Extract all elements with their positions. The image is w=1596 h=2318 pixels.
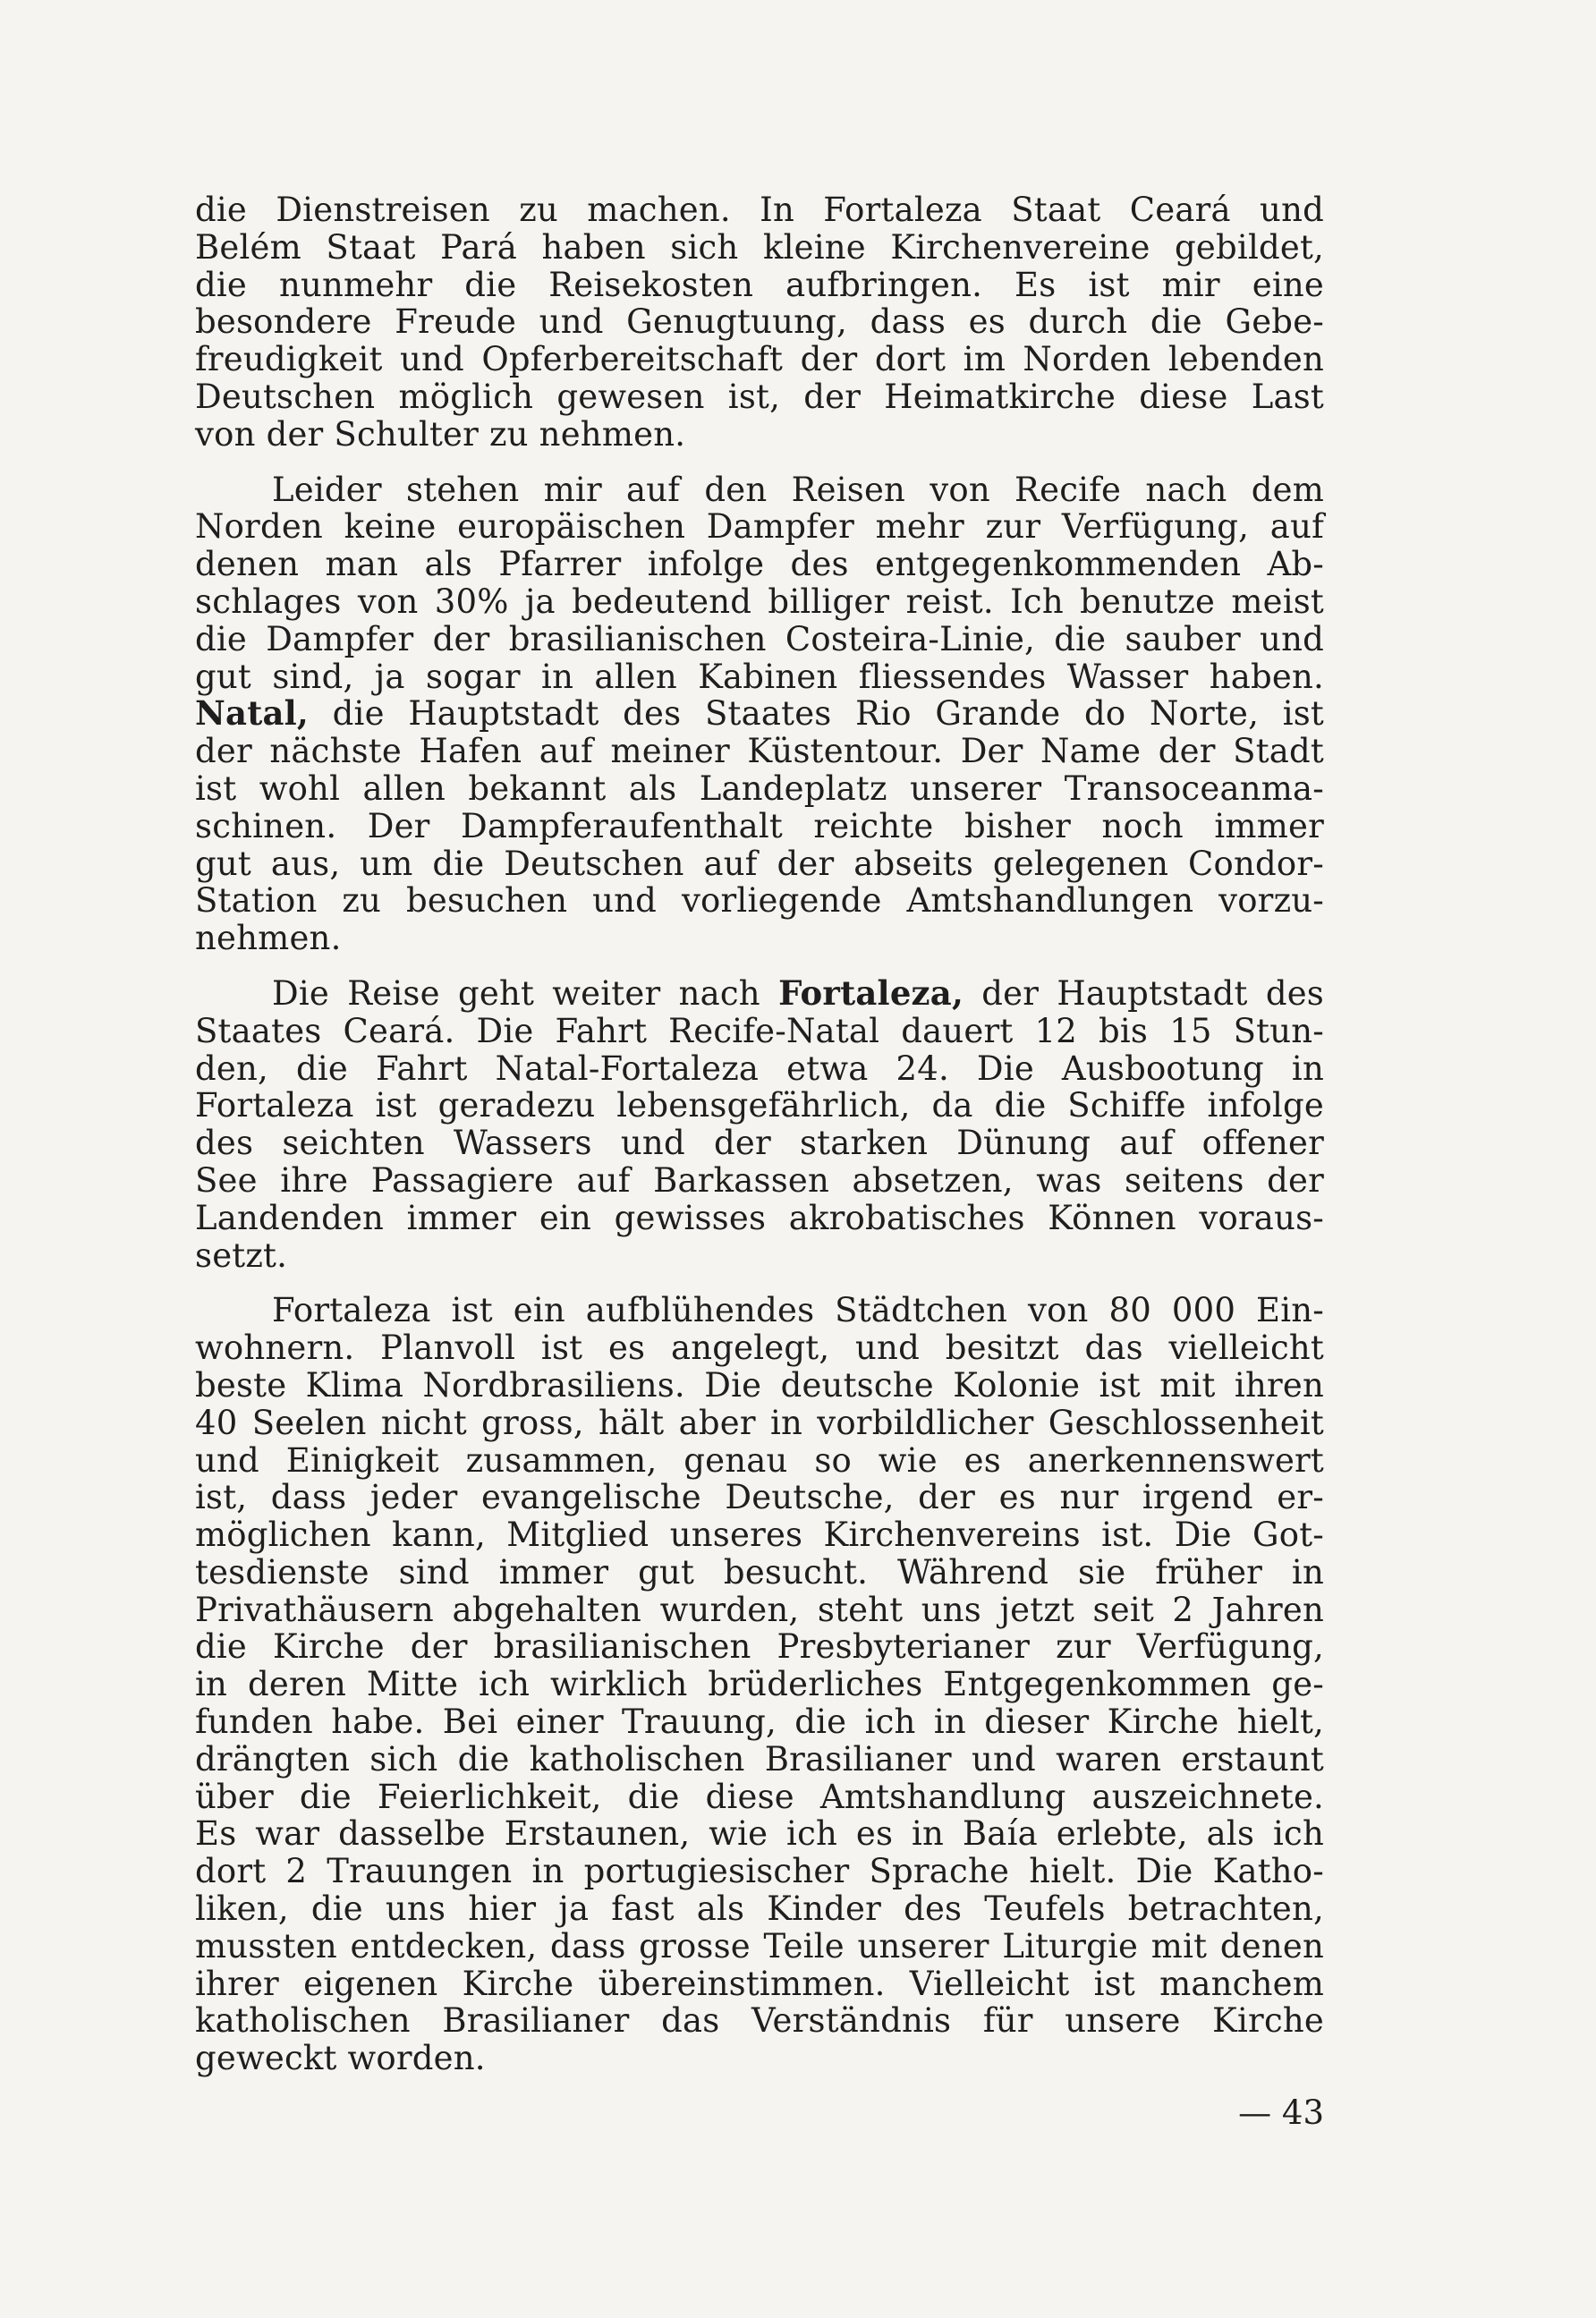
text-line: denen man als Pfarrer infolge des entgegenkommenden Ab- [195, 545, 1324, 584]
text-line: die Kirche der brasilianischen Presbyterianer zur Verfügung, [195, 1627, 1324, 1667]
text-line: gut aus, um die Deutschen auf der abseits gelegenen Condor- [195, 844, 1324, 883]
text-line: von der Schulter zu nehmen. [195, 414, 686, 454]
text-line: Natal, die Hauptstadt des Staates Rio Grande do Norte, ist [195, 693, 1324, 734]
paragraph [195, 191, 1324, 454]
paragraph [195, 471, 1324, 957]
text-line: funden habe. Bei einer Trauung, die ich in dieser Kirche hielt, [195, 1702, 1324, 1742]
text-line: besondere Freude und Genugtuung, dass es durch die Gebe- [195, 302, 1324, 342]
text-line: Deutschen möglich gewesen ist, der Heimatkirche diese Last [195, 377, 1324, 416]
paragraph [195, 1292, 1324, 2077]
text-line: Fortaleza ist geradezu lebensgefährlich, da die Schiffe infolge [195, 1086, 1324, 1125]
text-line: drängten sich die katholischen Brasilianer und waren erstaunt [195, 1739, 1324, 1779]
text-line: Landenden immer ein gewisses akrobatisches Können voraus- [195, 1198, 1324, 1237]
text-line: wohnern. Planvoll ist es angelegt, und besitzt das vielleicht [195, 1329, 1324, 1368]
text-line: die Dienstreisen zu machen. In Fortaleza Staat Ceará und [195, 191, 1324, 229]
text-line: nehmen. [195, 919, 342, 958]
text-line: in deren Mitte ich wirklich brüderliches Entgegenkommen ge- [195, 1665, 1324, 1704]
text-line: freudigkeit und Opferbereitschaft der dort im Norden lebenden [195, 340, 1324, 379]
text-line: Norden keine europäischen Dampfer mehr zur Verfügung, auf [195, 507, 1324, 547]
text-line: Es war dasselbe Erstaunen, wie ich es in Baía erlebte, als ich [195, 1814, 1324, 1854]
text-line: setzt. [195, 1235, 288, 1275]
text-line: mussten entdecken, dass grosse Teile unserer Liturgie mit denen [195, 1926, 1324, 1966]
text-line: dort 2 Trauungen in portugiesischer Sprache hielt. Die Katho- [195, 1852, 1324, 1891]
text-line: Staates Ceará. Die Fahrt Recife-Natal dauert 12 bis 15 Stun- [195, 1011, 1324, 1050]
page-number: — 43 [1238, 2093, 1324, 2132]
text-line: geweckt worden. [195, 2039, 486, 2078]
text-line: Belém Staat Pará haben sich kleine Kirchenvereine gebildet, [195, 227, 1324, 267]
text-line: gut sind, ja sogar in allen Kabinen fliessendes Wasser haben. [195, 657, 1324, 696]
text-line: 40 Seelen nicht gross, hält aber in vorbildlicher Geschlossenheit [195, 1403, 1324, 1442]
text-line: des seichten Wassers und der starken Dünung auf offener [195, 1124, 1324, 1163]
text-line: die Dampfer der brasilianischen Costeira-Linie, die sauber und [195, 619, 1324, 658]
text-line: schinen. Der Dampferaufenthalt reichte bisher noch immer [195, 806, 1324, 845]
text-line: beste Klima Nordbrasiliens. Die deutsche Kolonie ist mit ihren [195, 1365, 1324, 1405]
text-line: Fortaleza ist ein aufblühendes Städtchen von 80 000 Ein- [272, 1291, 1324, 1330]
text-line: möglichen kann, Mitglied unseres Kirchenvereins ist. Die Got- [195, 1516, 1324, 1555]
text-line: Die Reise geht weiter nach Fortaleza, der Hauptstadt des [272, 972, 1324, 1013]
text-line: See ihre Passagiere auf Barkassen absetzen, was seitens der [195, 1160, 1324, 1200]
text-line: Leider stehen mir auf den Reisen von Recife nach dem [272, 470, 1324, 509]
text-line: über die Feierlichkeit, die diese Amtshandlung auszeichnete. [195, 1777, 1324, 1816]
text-line: der nächste Hafen auf meiner Küstentour. Der Name der Stadt [195, 732, 1324, 771]
text-line: tesdienste sind immer gut besucht. Während sie früher in [195, 1552, 1324, 1592]
text-line: katholischen Brasilianer das Verständnis für unsere Kirche [195, 2001, 1324, 2041]
text-line: ihrer eigenen Kirche übereinstimmen. Vielleicht ist manchem [195, 1964, 1324, 2003]
text-line: schlages von 30% ja bedeutend billiger reist. Ich benutze meist [195, 582, 1324, 621]
text-line: ist wohl allen bekannt als Landeplatz unserer Transoceanma- [195, 768, 1324, 808]
text-line: ist, dass jeder evangelische Deutsche, der es nur irgend er- [195, 1478, 1324, 1517]
text-line: die nunmehr die Reisekosten aufbringen. Es ist mir eine [195, 265, 1324, 304]
text-line: Station zu besuchen und vorliegende Amtshandlungen vorzu- [195, 881, 1324, 921]
body-text [195, 191, 1324, 2077]
text-line: Privathäusern abgehalten wurden, steht uns jetzt seit 2 Jahren [195, 1590, 1324, 1629]
text-line: liken, die uns hier ja fast als Kinder des Teufels betrachten, [195, 1889, 1324, 1929]
paragraph [195, 972, 1324, 1275]
text-line: und Einigkeit zusammen, genau so wie es anerkennenswert [195, 1440, 1324, 1480]
text-line: den, die Fahrt Natal-Fortaleza etwa 24. Die Ausbootung in [195, 1049, 1324, 1088]
